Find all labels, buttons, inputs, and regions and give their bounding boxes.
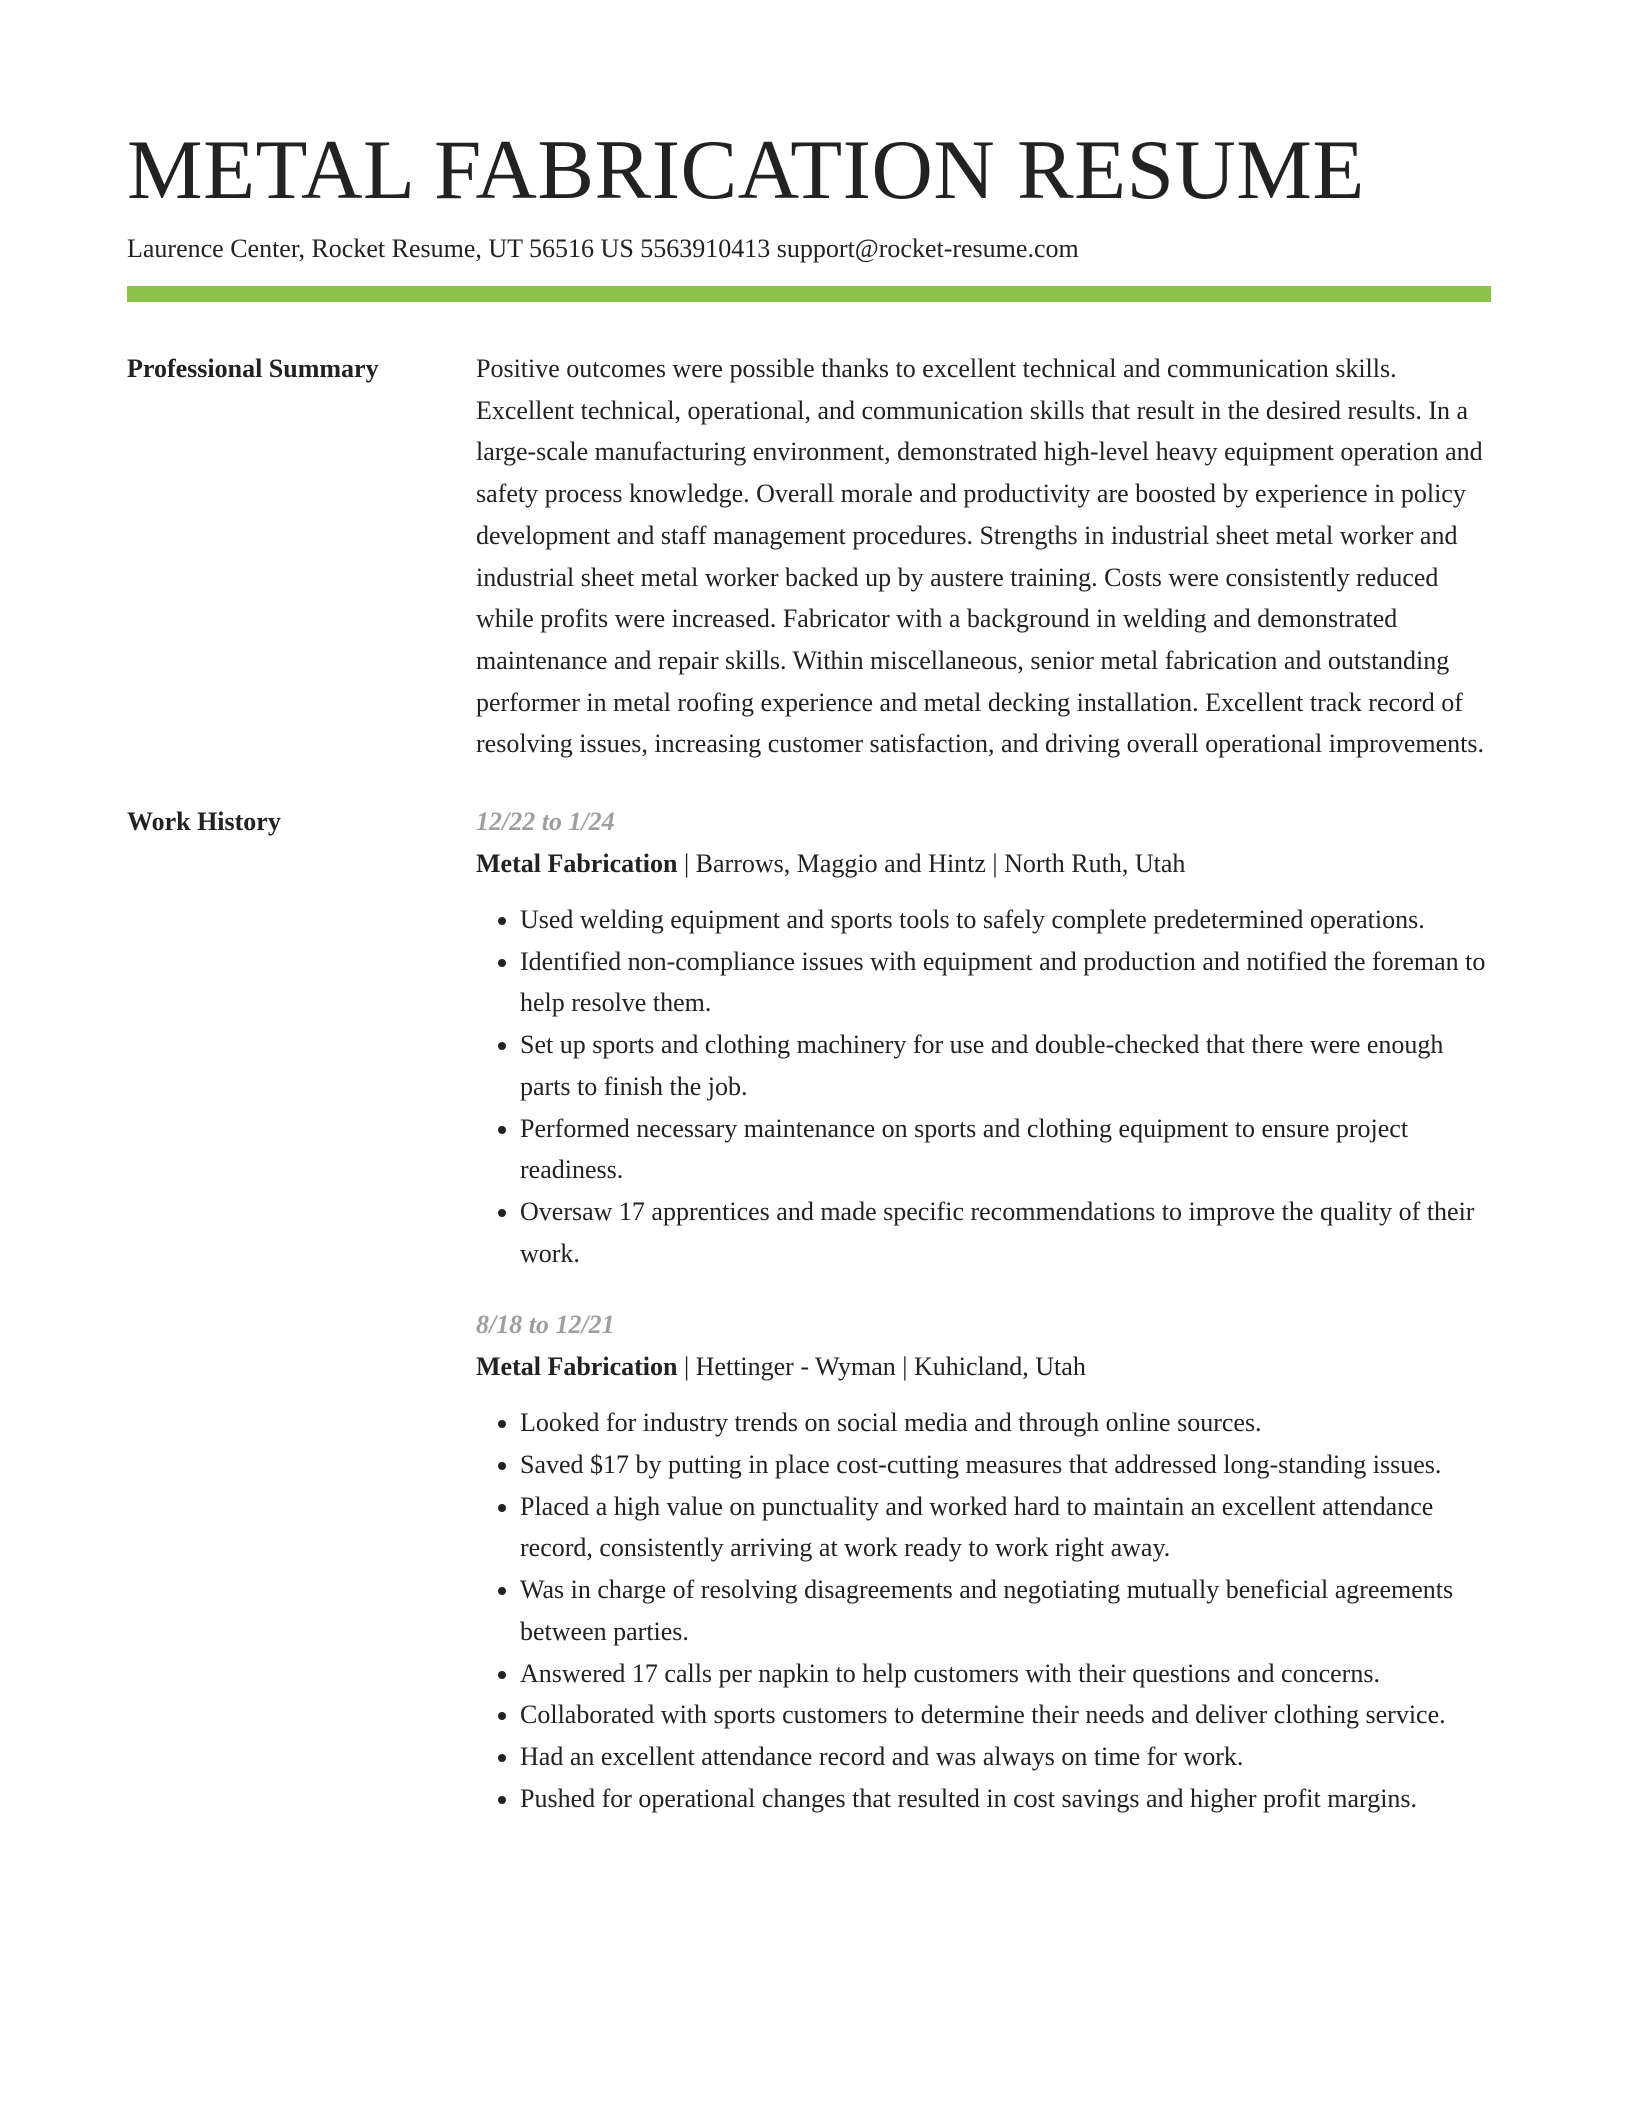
job-dates: 12/22 to 1/24 — [476, 807, 615, 837]
job-bullet-list — [476, 1402, 1491, 1819]
summary-body — [476, 348, 1491, 765]
job-bullet: • Oversaw 17 apprentices and made specific recommendations to improve the quality of their work. — [520, 1191, 1491, 1274]
work-history-body — [476, 801, 1491, 1819]
resume-page — [127, 0, 1491, 1819]
job-bullet: • Looked for industry trends on social media and through online sources. — [520, 1402, 1491, 1444]
job-bullet: • Performed necessary maintenance on sports and clothing equipment to ensure project readiness. — [520, 1108, 1491, 1191]
summary-text: Positive outcomes were possible thanks to excellent technical and communication skills. Excellent technical, operational, and communication skills that result in the desired results. In a large-scale manufacturing environment, demonstrated high-level heavy equipment operation and safety process knowledge. Overall morale and productivity are boosted by experience in policy development and staff management procedures. Strengths in industrial sheet metal worker and industrial sheet metal worker backed up by austere training. Costs were consistently reduced while profits were increased. Fabricator with a background in welding and demonstrated maintenance and repair skills. Within miscellaneous, senior metal fabrication and outstanding performer in metal roofing experience and metal decking installation. Excellent track record of resolving issues, increasing customer satisfaction, and driving overall operational improvements. — [476, 354, 1484, 759]
job-employer-location: | Barrows, Maggio and Hintz | North Ruth, Utah — [677, 849, 1186, 879]
job-bullet: • Used welding equipment and sports tools to safely complete predetermined operations. — [520, 899, 1491, 941]
job-bullet: • Answered 17 calls per napkin to help customers with their questions and concerns. — [520, 1653, 1491, 1695]
job-title: Metal Fabrication — [476, 849, 678, 879]
job-bullet: • Set up sports and clothing machinery for use and double-checked that there were enough parts to finish the job. — [520, 1024, 1491, 1107]
job-heading — [476, 843, 1491, 885]
contact-info: Laurence Center, Rocket Resume, UT 56516 US 5563910413 support@rocket-resume.com — [127, 234, 1079, 263]
job-title: Metal Fabrication — [476, 1352, 678, 1382]
professional-summary-section — [127, 348, 1491, 765]
accent-divider — [127, 286, 1491, 302]
job-bullet: • Placed a high value on punctuality and worked hard to maintain an excellent attendance record, consistently arriving at work ready to work right away. — [520, 1486, 1491, 1569]
job-heading — [476, 1346, 1491, 1388]
job-entry — [476, 1304, 1491, 1819]
work-history-section — [127, 801, 1491, 1819]
job-bullet: • Had an excellent attendance record and was always on time for work. — [520, 1736, 1491, 1778]
job-bullet: • Pushed for operational changes that resulted in cost savings and higher profit margins. — [520, 1778, 1491, 1820]
section-label-summary: Professional Summary — [127, 354, 379, 383]
job-bullet-list — [476, 899, 1491, 1274]
job-bullet: • Was in charge of resolving disagreements and negotiating mutually beneficial agreements between parties. — [520, 1569, 1491, 1652]
job-bullet: • Identified non-compliance issues with equipment and production and notified the foreman to help resolve them. — [520, 941, 1491, 1024]
job-bullet: • Saved $17 by putting in place cost-cutting measures that addressed long-standing issues. — [520, 1444, 1491, 1486]
resume-title: METAL FABRICATION RESUME — [127, 123, 1365, 217]
section-label-work-history: Work History — [127, 807, 281, 837]
job-entry — [476, 801, 1491, 1274]
job-bullet: • Collaborated with sports customers to determine their needs and deliver clothing service. — [520, 1694, 1491, 1736]
job-employer-location: | Hettinger - Wyman | Kuhicland, Utah — [677, 1352, 1086, 1382]
job-dates: 8/18 to 12/21 — [476, 1310, 615, 1340]
